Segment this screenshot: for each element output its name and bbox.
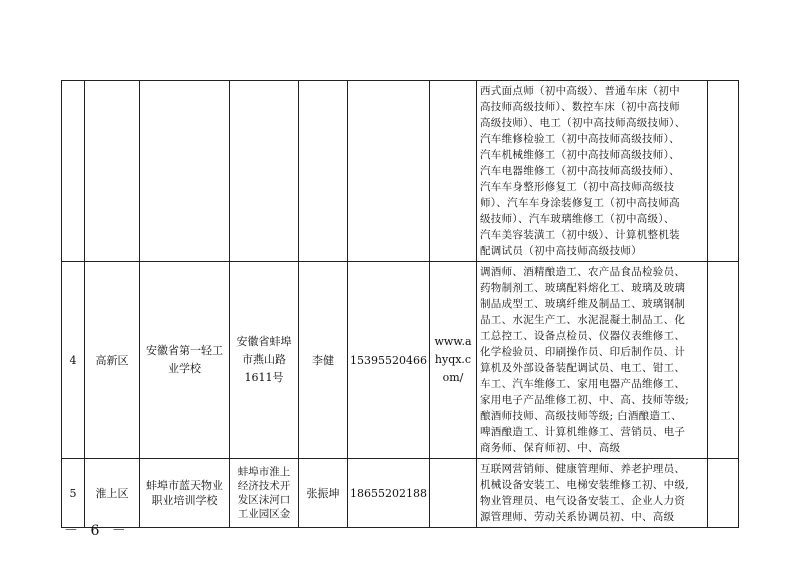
- row-number-cell: [62, 81, 85, 262]
- institution-name-cell: 蚌埠市蓝天物业职业培训学校: [140, 459, 230, 528]
- website-cell: [430, 459, 477, 528]
- remarks-cell: [708, 262, 739, 459]
- institution-name-cell: 安徽省第一轻工业学校: [140, 262, 230, 459]
- qualifications-cell: 调酒师、酒精酿造工、农产品食品检验员、 药物制剂工、玻璃配料熔化工、玻璃及玻璃 制品成型工、玻璃纤维及制品工、玻璃钢制 品工、水泥生产工、水泥混凝土制品工、化 工总控工、设备点检员、仪器仪表维修工、 化学检验员、印刷操作员、印后制作员、计 算机及外部设备装配调试员、电工、钳工、 车工、汽车维修工、家用电器产品维修工、 家用电子产品维修工初、中、高、技师等级; 酿酒师技师、高级技师等级; 白酒酿造工、 啤酒酿造工、计算机维修工、营销员、电子 商务师、保育师初、中、高级: [477, 262, 708, 459]
- institution-name-cell: [140, 81, 230, 262]
- district-cell: 高新区: [85, 262, 140, 459]
- remarks-cell: [708, 459, 739, 528]
- remarks-cell: [708, 81, 739, 262]
- training-institutions-table: [61, 80, 739, 528]
- district-cell: [85, 81, 140, 262]
- district-cell: 淮上区: [85, 459, 140, 528]
- table-row: [62, 262, 739, 459]
- phone-cell: 18655202188: [348, 459, 430, 528]
- table-row: [62, 459, 739, 528]
- page-number: － 6 －: [64, 523, 130, 539]
- row-number-cell: 4: [62, 262, 85, 459]
- address-cell: [230, 81, 299, 262]
- address-cell: 安徽省蚌埠市燕山路1611号: [230, 262, 299, 459]
- address-cell: 蚌埠市淮上经济技术开发区沫河口工业园区金: [230, 459, 299, 528]
- qualifications-cell: 互联网营销师、健康管理师、养老护理员、 机械设备安装工、电梯安装维修工初、中级, 物业管理员、电气设备安装工、企业人力资 源管理师、劳动关系协调员初、中、高级: [477, 459, 708, 528]
- website-cell: www.ahyqx.com/: [430, 262, 477, 459]
- contact-cell: [299, 81, 348, 262]
- qualifications-cell: 西式面点师（初中高级）、普通车床（初中 高技师高级技师）、数控车床（初中高技师 高级技师）、电工（初中高技师高级技师）、 汽车维修检验工（初中高技师高级技师）、 汽车机械维修工（初中高技师高级技师）、 汽车电器维修工（初中高技师高级技师）、 汽车车身整形修复工（初中高技师高级技 师）、汽车车身涂装修复工（初中高技师高 级技师）、汽车玻璃维修工（初中高级）、 汽车美容装潢工（初中级）、计算机整机装 配调试员（初中高技师高级技师）: [477, 81, 708, 262]
- phone-cell: 15395520466: [348, 262, 430, 459]
- contact-cell: 李健: [299, 262, 348, 459]
- table-row: [62, 81, 739, 262]
- website-cell: [430, 81, 477, 262]
- contact-cell: 张振坤: [299, 459, 348, 528]
- phone-cell: [348, 81, 430, 262]
- row-number-cell: 5: [62, 459, 85, 528]
